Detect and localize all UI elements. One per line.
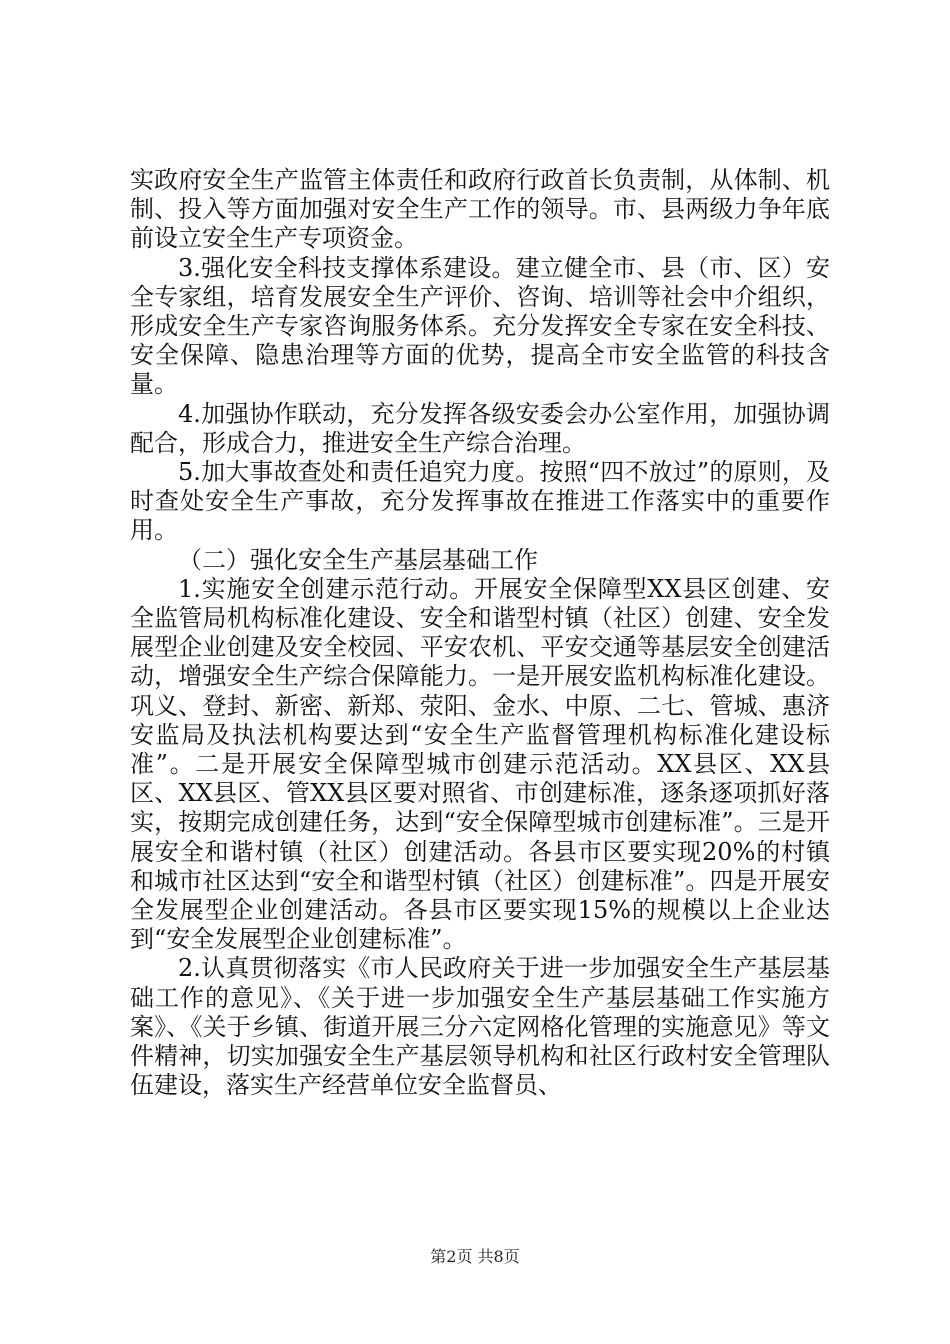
paragraph-item-4: 4.加强协作联动，充分发挥各级安委会办公室作用，加强协调配合，形成合力，推进安全生产综合治理。 xyxy=(130,399,830,457)
page-footer: 第2页 共8页 xyxy=(430,1247,520,1266)
document-body xyxy=(130,166,830,1101)
section-heading: （二）强化安全生产基层基础工作 xyxy=(178,545,538,574)
paragraph-item-1: 1.实施安全创建示范行动。开展安全保障型XX县区创建、安全监管局机构标准化建设、安全和谐型村镇（社区）创建、安全发展型企业创建及安全校园、平安农机、平安交通等基层安全创建活动，增强安全生产综合保障能力。一是开展安监机构标准化建设。巩义、登封、新密、新郑、荥阳、金水、中原、二七、管城、惠济安监局及执法机构要达到“安全生产监督管理机构标准化建设标准”。二是开展安全保障型城市创建示范活动。XX县区、XX县区、XX县区、管XX县区要对照省、市创建标准，逐条逐项抓好落实，按期完成创建任务，达到“安全保障型城市创建标准”。三是开展安全和谐村镇（社区）创建活动。各县市区要实现20%的村镇和城市社区达到“安全和谐型村镇（社区）创建标准”。四是开展安全发展型企业创建活动。各县市区要实现15%的规模以上企业达到“安全发展型企业创建标准”。 xyxy=(130,574,830,954)
paragraph-item-5: 5.加大事故查处和责任追究力度。按照“四不放过”的原则，及时查处安全生产事故，充分发挥事故在推进工作落实中的重要作用。 xyxy=(130,458,830,545)
paragraph-item-3: 3.强化安全科技支撑体系建设。建立健全市、县（市、区）安全专家组，培育发展安全生产评价、咨询、培训等社会中介组织，形成安全生产专家咨询服务体系。充分发挥安全专家在安全科技、安全保障、隐患治理等方面的优势，提高全市安全监管的科技含量。 xyxy=(130,253,830,399)
paragraph-item-2: 2.认真贯彻落实《市人民政府关于进一步加强安全生产基层基础工作的意见》、《关于进一步加强安全生产基层基础工作实施方案》、《关于乡镇、街道开展三分六定网格化管理的实施意见》等文件精神，切实加强安全生产基层领导机构和社区行政村安全管理队伍建设，落实生产经营单位安全监督员、 xyxy=(130,954,830,1100)
paragraph-continuation: 实政府安全生产监管主体责任和政府行政首长负责制，从体制、机制、投入等方面加强对安全生产工作的领导。市、县两级力争年底前设立安全生产专项资金。 xyxy=(130,166,830,253)
